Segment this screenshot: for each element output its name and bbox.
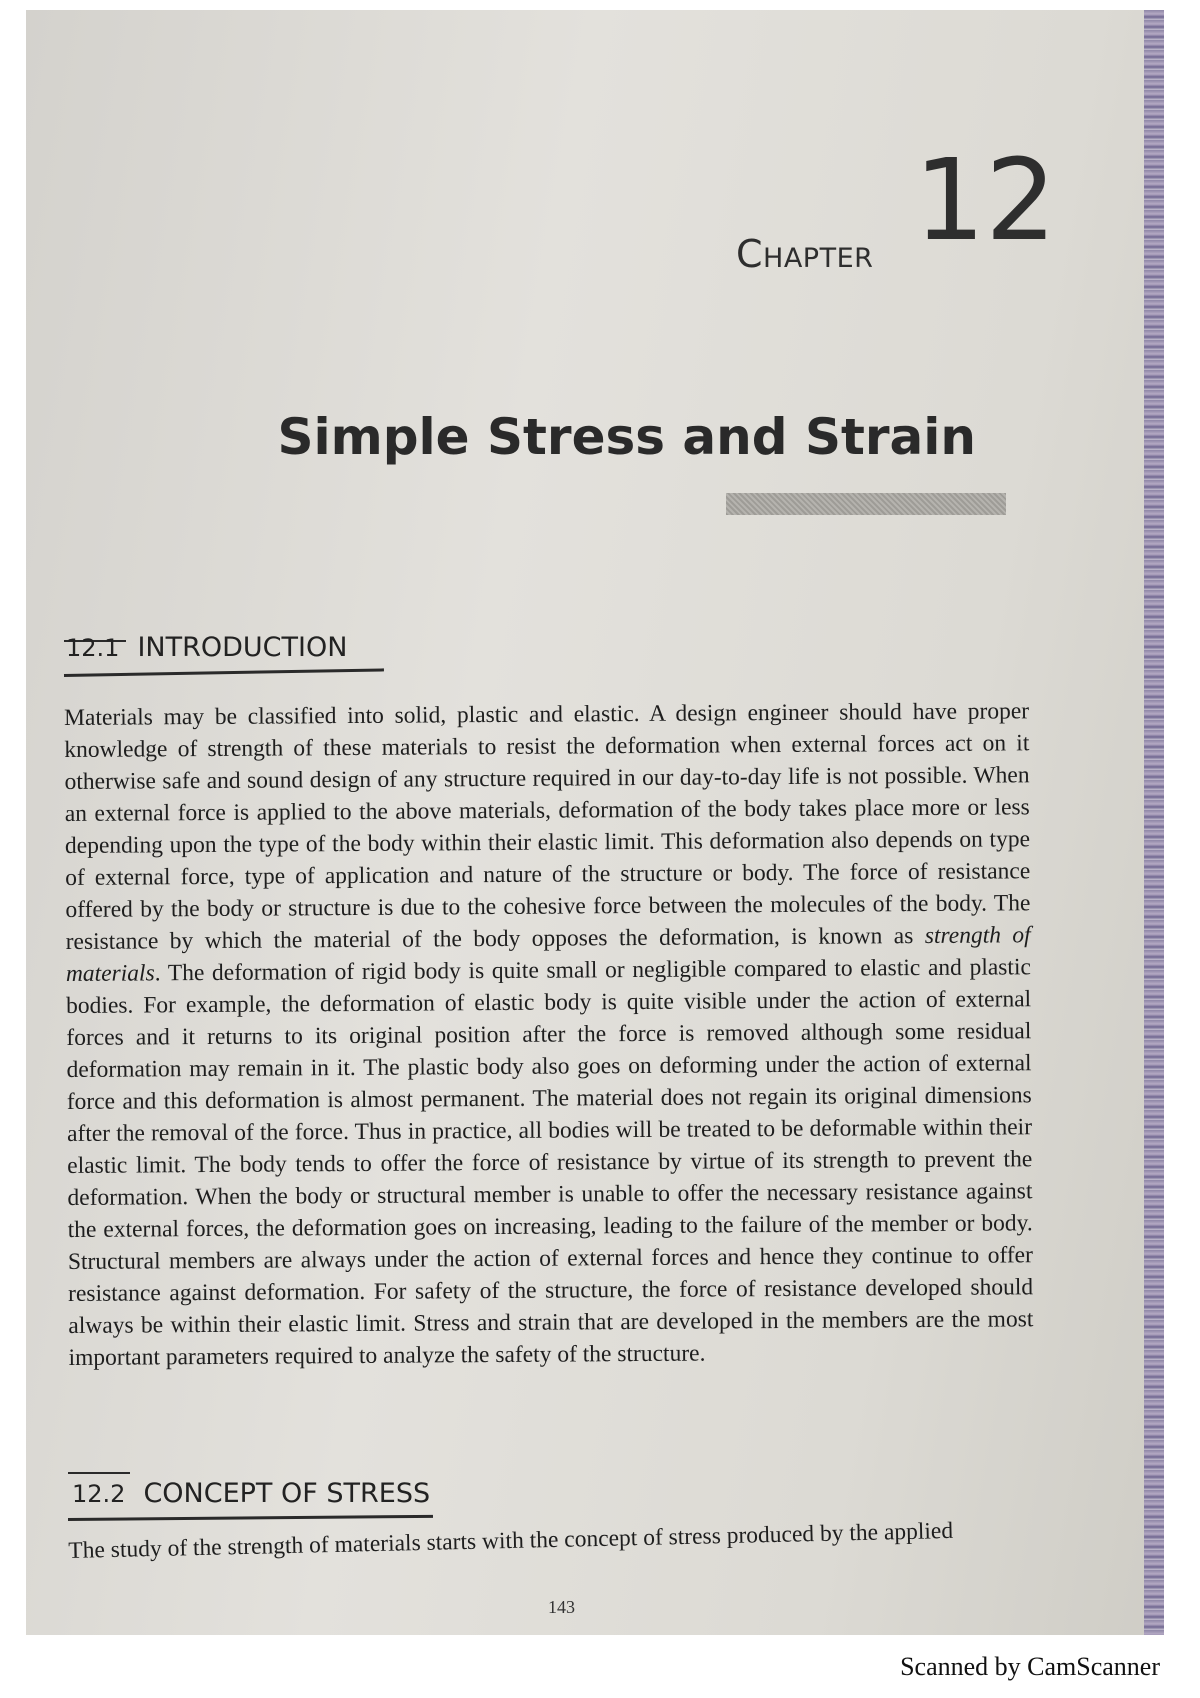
- section-2-number: 12.2: [72, 1480, 126, 1508]
- section-2-heading: [72, 1478, 430, 1509]
- section-1-heading: [66, 632, 347, 663]
- emphasis-term: strength of materials: [65, 922, 1031, 987]
- chapter-label: Chapter: [736, 232, 874, 276]
- title-decoration-bar: [726, 493, 1006, 515]
- intro-paragraph: Materials may be classified into solid, plastic and elastic. A design engineer should have proper knowledge of strength of these materials to resist the deformation when external forces act on it otherwise safe and sound design of any structure required in our day-to-day life is not possible. When an external force is applied to the above materials, deformation of the body takes place more or less depending upon the type of the body within their elastic limit. This deformation also depends on type of external force, type of application and nature of the structure or body. The force of resistance offered by the body or structure is due to the cohesive force between the molecules of the body. The resistance by which the material of the body opposes the deformation, is known as strength of materials. The deformation of rigid body is quite small or negligible compared to elastic and plastic bodies. For example, the deformation of elastic body is quite visible under the action of external forces and it returns to its original position after the force is removed although some residual deformation may remain in it. The plastic body also goes on deforming under the action of external force and this deformation is almost permanent. The material does not regain its original dimensions after the removal of the force. Thus in practice, all bodies will be treated to be deformable within their elastic limit. The body tends to offer the force of resistance by virtue of its strength to prevent the deformation. When the body or structural member is unable to offer the necessary resistance against the external forces, the deformation goes on increasing, leading to the failure of the member or body. Structural members are always under the action of external forces and hence they continue to offer resistance against deformation. For safety of the structure, the force of resistance developed should always be within their elastic limit. Stress and strain that are developed in the members are the most important parameters required to analyze the safety of the structure.: [64, 698, 1034, 1371]
- section-1-body: [64, 695, 1034, 1374]
- scanner-watermark: Scanned by CamScanner: [900, 1652, 1160, 1681]
- section-1-title: INTRODUCTION: [137, 632, 348, 663]
- section-1-number: 12.1: [66, 634, 120, 662]
- section-2-title: CONCEPT OF STRESS: [143, 1478, 431, 1509]
- section-2-body: The study of the strength of materials starts with the concept of stress produced by the applied: [68, 1517, 954, 1564]
- book-page: [26, 10, 1164, 1635]
- page-number: 143: [548, 1597, 575, 1617]
- section-underline: [68, 1515, 433, 1521]
- chapter-title: Simple Stress and Strain: [277, 408, 976, 466]
- section-underline: [64, 668, 384, 677]
- chapter-number: 12: [914, 136, 1057, 266]
- page-edge: [1144, 10, 1164, 1635]
- section-overline: [68, 1472, 130, 1474]
